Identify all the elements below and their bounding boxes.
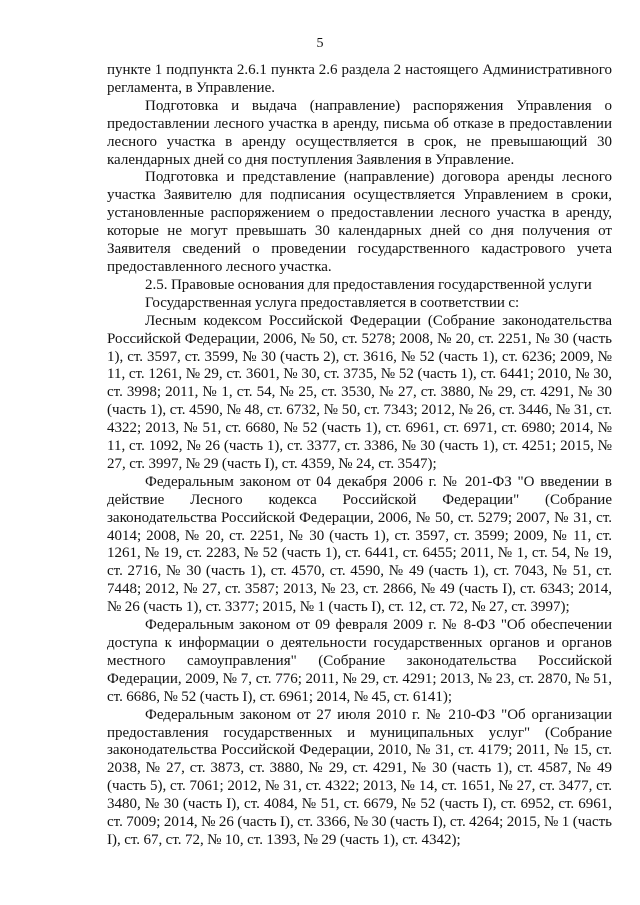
page-number: 5 xyxy=(316,36,324,51)
paragraph-lease-agreement: Подготовка и представление (направление) договора аренды лесного участка Заявителю для подписания осуществляется Управлением в сроки, установленные распоряжением о предоставлении лесного участка в аренду, которые не могут превышать 30 календарных дней со дня получения от Заявителя сведений о проведении государственного кадастрового учета предоставленного лесного участка. xyxy=(107,169,612,275)
paragraph-law-201-fz: Федеральным законом от 04 декабря 2006 г. № 201-ФЗ "О введении в действие Лесного кодекса Российской Федерации" (Собрание законодательства Российской Федерации, 2006, № 50, ст. 5279; 2007, № 31, ст. 4014; 2008, № 20, ст. 2251, № 30 (часть 1), ст. 3597, ст. 3599; 2009, № 11, ст. 1261, № 19, ст. 2283, № 52 (часть 1), ст. 6441, ст. 6455; 2011, № 1, ст. 54, № 19, ст. 2716, № 30 (часть 1), ст. 4570, ст. 4590, № 49 (часть 1), ст. 7043, № 51, ст. 7448; 2012, № 27, ст. 3587; 2013, № 23, ст. 2866, № 49 (часть I), ст. 6343; 2014, № 26 (часть 1), ст. 3377; 2015, № 1 (часть I), ст. 12, ст. 72, № 27, ст. 3997); xyxy=(107,473,612,616)
section-heading-2-5: 2.5. Правовые основания для предоставления государственной услуги xyxy=(145,276,592,293)
paragraph-law-210-fz: Федеральным законом от 27 июля 2010 г. № 210-ФЗ "Об организации предоставления государственных и муниципальных услуг" (Собрание законодательства Российской Федерации, 2010, № 31, ст. 4179; 2011, № 15, ст. 2038, № 27, ст. 3873, ст. 3880, № 29, ст. 4291, № 30 (часть 1), ст. 4587, № 49 (часть 5), ст. 7061; 2012, № 31, ст. 4322; 2013, № 14, ст. 1651, № 27, ст. 3477, ст. 3480, № 30 (часть I), ст. 4084, № 51, ст. 6679, № 52 (часть I), ст. 6952, ст. 6961, ст. 7009; 2014, № 26 (часть I), ст. 3366, № 30 (часть I), ст. 4264; 2015, № 1 (часть I), ст. 67, ст. 72, № 10, ст. 1393, № 29 (часть 1), ст. 4342); xyxy=(107,706,612,848)
body-text xyxy=(107,62,612,850)
paragraph-forest-code: Лесным кодексом Российской Федерации (Собрание законодательства Российской Федерации, 2006, № 50, ст. 5278; 2008, № 20, ст. 2251, № 30 (часть 1), ст. 3597, ст. 3599, № 30 (часть 2), ст. 3616, № 52 (часть 1), ст. 6236; 2009, № 11, ст. 1261, № 29, ст. 3601, № 30, ст. 3735, № 52 (часть 1), ст. 6441; 2010, № 30, ст. 3998; 2011, № 1, ст. 54, № 25, ст. 3530, № 27, ст. 3880, № 29, ст. 4291, № 30 (часть 1), ст. 4590, № 48, ст. 6732, № 50, ст. 7343; 2012, № 26, ст. 3446, № 31, ст. 4322; 2013, № 51, ст. 6680, № 52 (часть 1), ст. 6961, ст. 6971, ст. 6980; 2014, № 11, ст. 1092, № 26 (часть 1), ст. 3377, ст. 3386, № 30 (часть 1), ст. 4251; 2015, № 27, ст. 3997, № 29 (часть I), ст. 4359, № 24, ст. 3547); xyxy=(107,312,612,472)
paragraph-legal-basis-intro: Государственная услуга предоставляется в соответствии с: xyxy=(145,294,520,311)
paragraph-law-8-fz: Федеральным законом от 09 февраля 2009 г. № 8-ФЗ "Об обеспечении доступа к информации о деятельности государственных органов и органов местного самоуправления" (Собрание законодательства Российской Федерации, 2009, № 7, ст. 776; 2011, № 29, ст. 4291; 2013, № 23, ст. 2870, № 51, ст. 6686, № 52 (часть I), ст. 6961; 2014, № 45, ст. 6141); xyxy=(107,617,612,705)
paragraph-continuation: пункте 1 подпункта 2.6.1 пункта 2.6 раздела 2 настоящего Административного регламента, в Управление. xyxy=(107,62,612,96)
paragraph-decision-issuance: Подготовка и выдача (направление) распоряжения Управления о предоставлении лесного участка в аренду, письма об отказе в предоставлении лесного участка в аренду осуществляется в срок, не превышающий 30 календарных дней со дня поступления Заявления в Управление. xyxy=(107,97,612,168)
